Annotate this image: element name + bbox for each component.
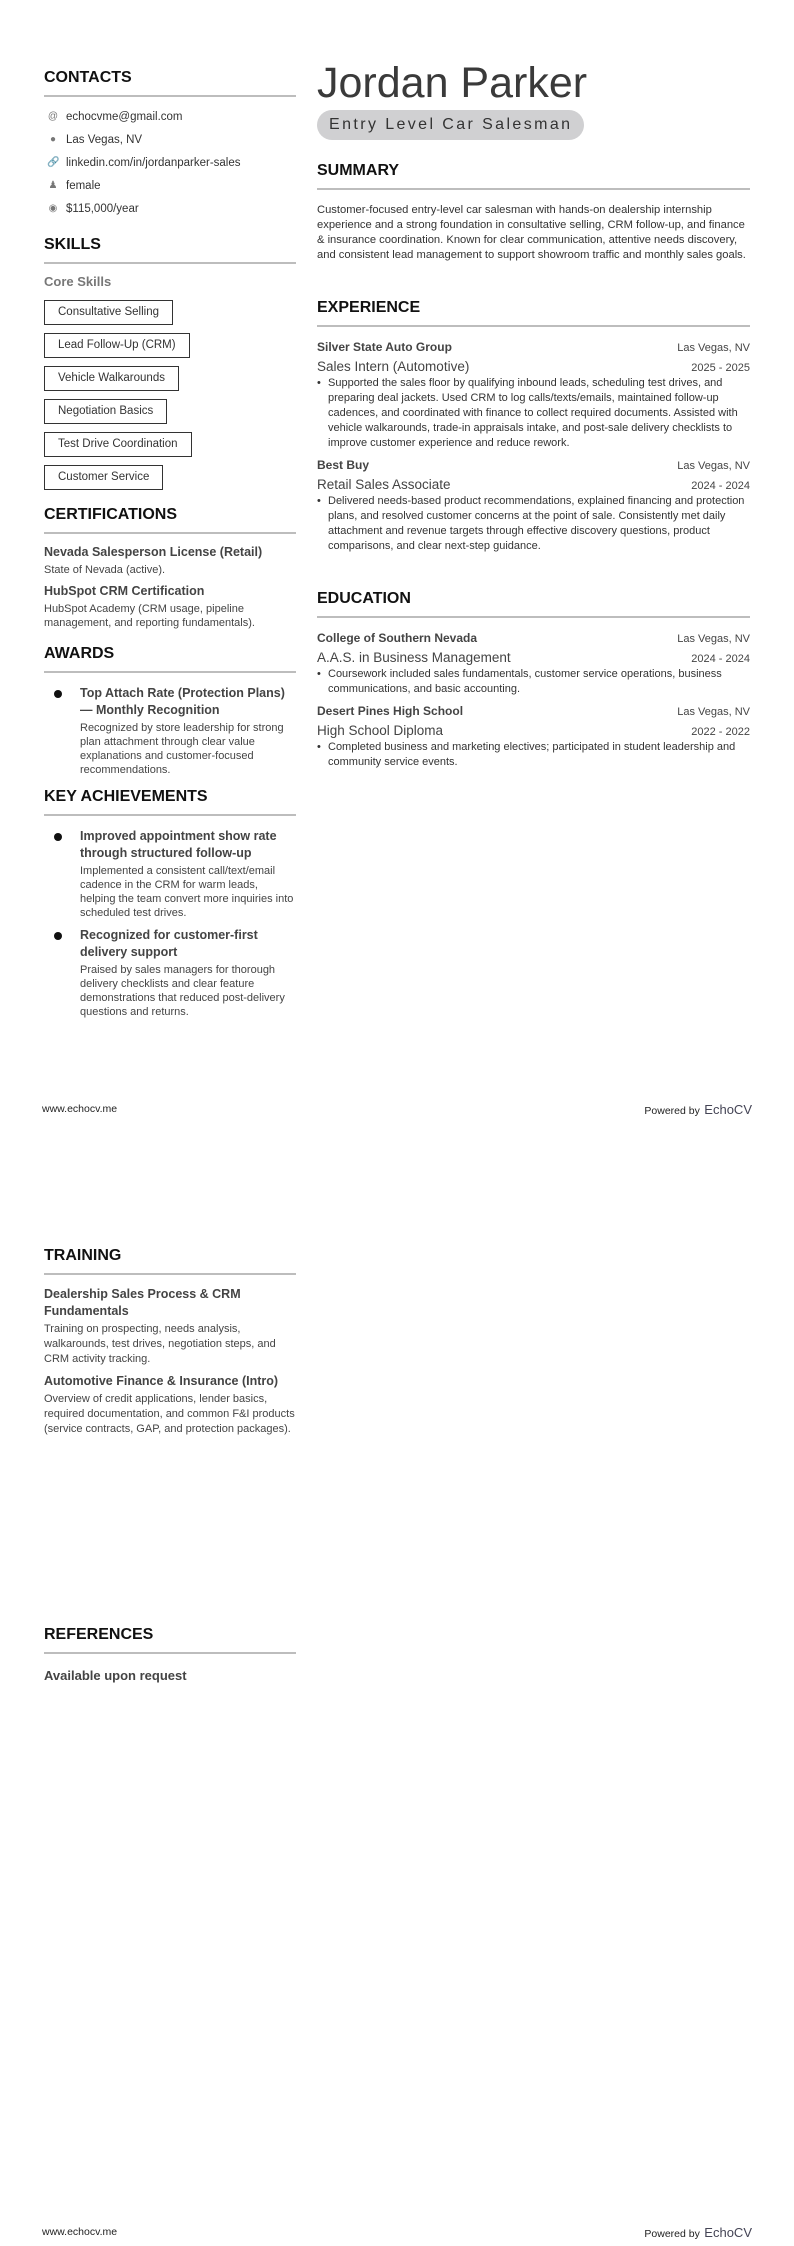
cert-title: HubSpot CRM Certification — [44, 584, 205, 598]
section-heading: REFERENCES — [44, 1626, 154, 1643]
contact-text: $115,000/year — [66, 202, 139, 215]
location: Las Vegas, NV — [677, 633, 750, 645]
at-icon: @ — [47, 111, 59, 122]
footer-site-link[interactable]: www.echocv.me — [42, 1103, 118, 1115]
contacts-section — [44, 68, 296, 220]
achievement-title: Improved appointment show rate through structured follow-up — [80, 829, 277, 860]
header — [317, 58, 750, 140]
brand-logo: EchoCV — [704, 2225, 752, 2240]
contact-location — [44, 128, 296, 151]
section-heading: CERTIFICATIONS — [44, 506, 178, 523]
location: Las Vegas, NV — [677, 460, 750, 472]
education-bullet: • Completed business and marketing electives; participated in student leadership and community service events. — [317, 740, 750, 770]
school: College of Southern Nevada — [317, 631, 478, 645]
experience-section — [317, 298, 750, 554]
references-section — [44, 1625, 296, 1684]
divider — [44, 671, 296, 673]
divider — [317, 325, 750, 327]
divider — [44, 1652, 296, 1654]
divider — [44, 814, 296, 816]
achievement-title: Recognized for customer-first delivery support — [80, 928, 258, 959]
bullet-icon — [44, 685, 80, 777]
summary-text: Customer-focused entry-level car salesman with hands-on dealership internship experience and a strong foundation in consultative selling, CRM follow-up, and finance & insurance coordination. Known for clear communication, attentive needs discovery, and consistent lead management to support showroom traffic and monthly sales goals. — [317, 204, 746, 261]
section-heading: SKILLS — [44, 236, 101, 253]
training-desc: Training on prospecting, needs analysis, walkarounds, test drives, negotiation steps, and CRM activity tracking. — [44, 1323, 276, 1365]
skill-tag: Lead Follow-Up (CRM) — [44, 333, 190, 358]
achievement-desc: Praised by sales managers for thorough delivery checklists and clear feature demonstrations that reduced post-delivery questions and returns. — [80, 964, 285, 1018]
contact-text: echocvme@gmail.com — [66, 110, 183, 123]
experience-entry — [317, 456, 750, 554]
footer-site-link[interactable]: www.echocv.me — [42, 2226, 118, 2238]
skill-tag: Customer Service — [44, 465, 163, 490]
training-section — [44, 1246, 296, 1437]
skills-group-label: Core Skills — [44, 274, 112, 289]
footer-powered-by[interactable] — [644, 2224, 752, 2242]
location: Las Vegas, NV — [677, 342, 750, 354]
education-bullet: • Coursework included sales fundamentals, customer service operations, business communications, and basic accounting. — [317, 667, 750, 697]
contact-salary — [44, 197, 296, 220]
person-icon: ♟ — [48, 180, 58, 191]
bullet-icon — [44, 828, 80, 920]
skill-tag: Negotiation Basics — [44, 399, 167, 424]
link-icon: 🔗 — [47, 157, 60, 168]
divider — [44, 95, 296, 97]
experience-entry — [317, 338, 750, 451]
skill-tag: Test Drive Coordination — [44, 432, 192, 457]
bullet-icon — [44, 927, 80, 1019]
dates: 2024 - 2024 — [691, 480, 750, 492]
role: Sales Intern (Automotive) — [317, 359, 470, 374]
training-title: Automotive Finance & Insurance (Intro) — [44, 1374, 279, 1388]
award-desc: Recognized by store leadership for strong plan attachment through clear value explanations and customer-focused recommendations. — [80, 722, 284, 776]
experience-bullet: • Delivered needs-based product recommendations, explained financing and protection plans, and resolved customer concerns at the point of sale. Consistently met daily attachment and revenue targets through effective discovery questions, product comparisons, and clear next-step guidance. — [317, 494, 750, 554]
award-title: Top Attach Rate (Protection Plans) — Monthly Recognition — [80, 686, 285, 717]
contact-text: Las Vegas, NV — [66, 133, 143, 146]
company: Silver State Auto Group — [317, 340, 452, 354]
achievement-item — [44, 927, 296, 1019]
skill-tag: Vehicle Walkarounds — [44, 366, 179, 391]
dates: 2025 - 2025 — [691, 362, 750, 374]
dates: 2024 - 2024 — [691, 653, 750, 665]
certifications-section — [44, 505, 296, 630]
divider — [317, 188, 750, 190]
role: Retail Sales Associate — [317, 477, 451, 492]
brand-logo: EchoCV — [704, 1102, 752, 1117]
skills-section — [44, 235, 296, 490]
skill-tag: Consultative Selling — [44, 300, 173, 325]
education-entry — [317, 629, 750, 697]
dates: 2022 - 2022 — [691, 726, 750, 738]
training-desc: Overview of credit applications, lender basics, required documentation, and common F&I products (service contracts, GAP, and protection packages). — [44, 1393, 295, 1435]
powered-by-label: Powered by — [644, 2228, 700, 2240]
achievement-desc: Implemented a consistent call/text/email cadence in the CRM for warm leads, helping the team convert more inquiries into scheduled test drives. — [80, 865, 294, 919]
contact-text: linkedin.com/in/jordanparker-sales — [66, 156, 241, 169]
contact-email[interactable] — [44, 105, 296, 128]
divider — [44, 532, 296, 534]
references-text: Available upon request — [44, 1668, 187, 1683]
section-heading: TRAINING — [44, 1247, 122, 1264]
training-title: Dealership Sales Process & CRM Fundamentals — [44, 1287, 241, 1318]
contact-linkedin[interactable] — [44, 151, 296, 174]
awards-section — [44, 644, 296, 777]
cert-desc: HubSpot Academy (CRM usage, pipeline management, and reporting fundamentals). — [44, 603, 255, 629]
company: Best Buy — [317, 458, 370, 472]
section-heading: EDUCATION — [317, 590, 411, 607]
achievements-section — [44, 787, 296, 1019]
divider — [44, 1273, 296, 1275]
job-title-pill: Entry Level Car Salesman — [317, 110, 584, 140]
experience-bullet: • Supported the sales floor by qualifying inbound leads, scheduling test drives, and preparing deal jackets. Used CRM to log calls/texts/emails, maintained follow-up cadences, and coordinated with finance to collect required documents. Assisted with vehicle walkarounds, trade-in appraisals intake, and post-sale delivery checklists to improve customer experience and reduce rework. — [317, 376, 750, 451]
divider — [317, 616, 750, 618]
section-heading: KEY ACHIEVEMENTS — [44, 788, 208, 805]
section-heading: AWARDS — [44, 645, 115, 662]
award-item — [44, 685, 296, 777]
money-icon: ◉ — [48, 203, 58, 214]
education-section — [317, 589, 750, 770]
education-entry — [317, 702, 750, 770]
summary-section — [317, 161, 750, 263]
candidate-name: Jordan Parker — [317, 59, 588, 107]
degree: A.A.S. in Business Management — [317, 650, 511, 665]
location: Las Vegas, NV — [677, 706, 750, 718]
section-heading: SUMMARY — [317, 162, 400, 179]
degree: High School Diploma — [317, 723, 444, 738]
location-pin-icon: ● — [49, 134, 57, 145]
achievement-item — [44, 828, 296, 920]
contact-text: female — [66, 179, 101, 192]
cert-desc: State of Nevada (active). — [44, 564, 166, 576]
contact-gender — [44, 174, 296, 197]
powered-by-label: Powered by — [644, 1105, 700, 1117]
school: Desert Pines High School — [317, 704, 464, 718]
cert-title: Nevada Salesperson License (Retail) — [44, 545, 263, 559]
section-heading: CONTACTS — [44, 69, 132, 86]
section-heading: EXPERIENCE — [317, 299, 421, 316]
divider — [44, 262, 296, 264]
footer-powered-by[interactable] — [644, 1101, 752, 1119]
